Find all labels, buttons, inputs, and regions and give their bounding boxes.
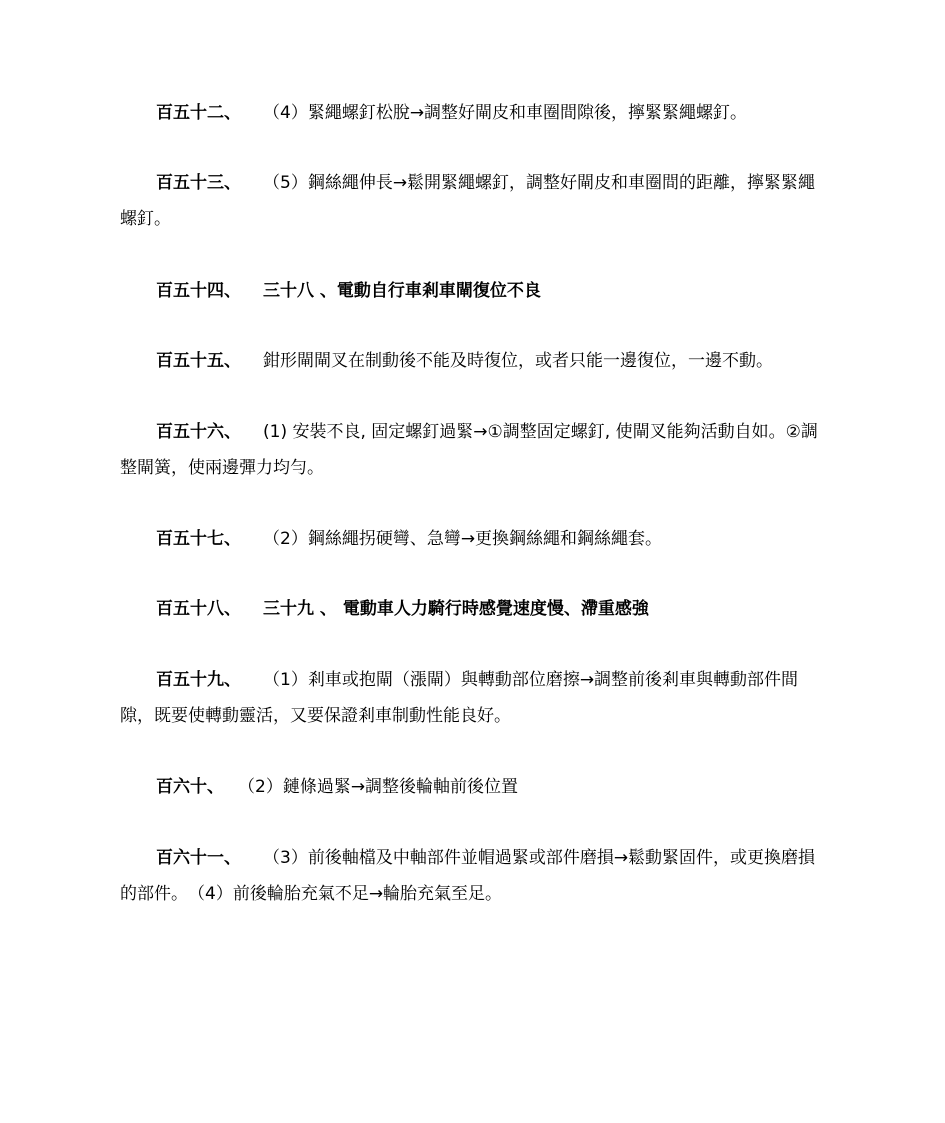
paragraph-number: 百五十八、 (156, 599, 241, 619)
paragraph-number: 百五十四、 (156, 281, 241, 301)
paragraph-155 (120, 343, 830, 379)
paragraph-158 (120, 591, 830, 627)
paragraph-number: 百五十三、 (156, 173, 241, 193)
paragraph-160 (120, 769, 830, 805)
paragraph-number: 百五十九、 (156, 670, 241, 690)
paragraph-text: （4）緊繩螺釘松脫→調整好閘皮和車圈間隙後，擰緊緊繩螺釘。 (263, 103, 748, 123)
paragraph-number: 百六十、 (156, 777, 224, 797)
paragraph-159 (120, 662, 830, 734)
paragraph-161 (120, 840, 830, 912)
paragraph-text: 鉗形閘閘叉在制動後不能及時復位，或者只能一邊復位，一邊不動。 (263, 351, 773, 371)
paragraph-number: 百六十一、 (156, 848, 241, 868)
paragraph-number: 百五十二、 (156, 103, 241, 123)
paragraph-text: （3）前後軸檔及中軸部件並帽過緊或部件磨損→鬆動緊固件，或更換磨損的部件。 （4）前後輪胎充氣不足→輪胎充氣至足。 (120, 848, 816, 904)
paragraph-152 (120, 95, 830, 131)
paragraph-text: （1）剎車或抱閘（漲閘）與轉動部位磨擦→調整前後剎車與轉動部件間隙，既要使轉動靈活，又要保證剎車制動性能良好。 (120, 670, 799, 726)
paragraph-156 (120, 414, 830, 486)
paragraph-text: (1) 安裝不良, 固定螺釘過緊→①調整固定螺釘, 使閘叉能夠活動自如。②調整閘簧，使兩邊彈力均勻。 (120, 422, 818, 478)
paragraph-157 (120, 521, 830, 557)
paragraph-number: 百五十五、 (156, 351, 241, 371)
paragraph-text: （2）鋼絲繩拐硬彎、急彎→更換鋼絲繩和鋼絲繩套。 (263, 529, 663, 549)
section-heading: 三十八 、電動自行車剎車閘復位不良 (263, 281, 541, 301)
paragraph-text: （5）鋼絲繩伸長→鬆開緊繩螺釘，調整好閘皮和車圈間的距離，擰緊緊繩螺釘。 (120, 173, 816, 229)
paragraph-153 (120, 165, 830, 237)
paragraph-text: （2）鏈條過緊→調整後輪軸前後位置 (238, 777, 519, 797)
paragraph-154 (120, 273, 830, 309)
section-heading: 三十九 、 電動車人力騎行時感覺速度慢、滯重感強 (263, 599, 649, 619)
paragraph-number: 百五十六、 (156, 422, 241, 442)
paragraph-number: 百五十七、 (156, 529, 241, 549)
